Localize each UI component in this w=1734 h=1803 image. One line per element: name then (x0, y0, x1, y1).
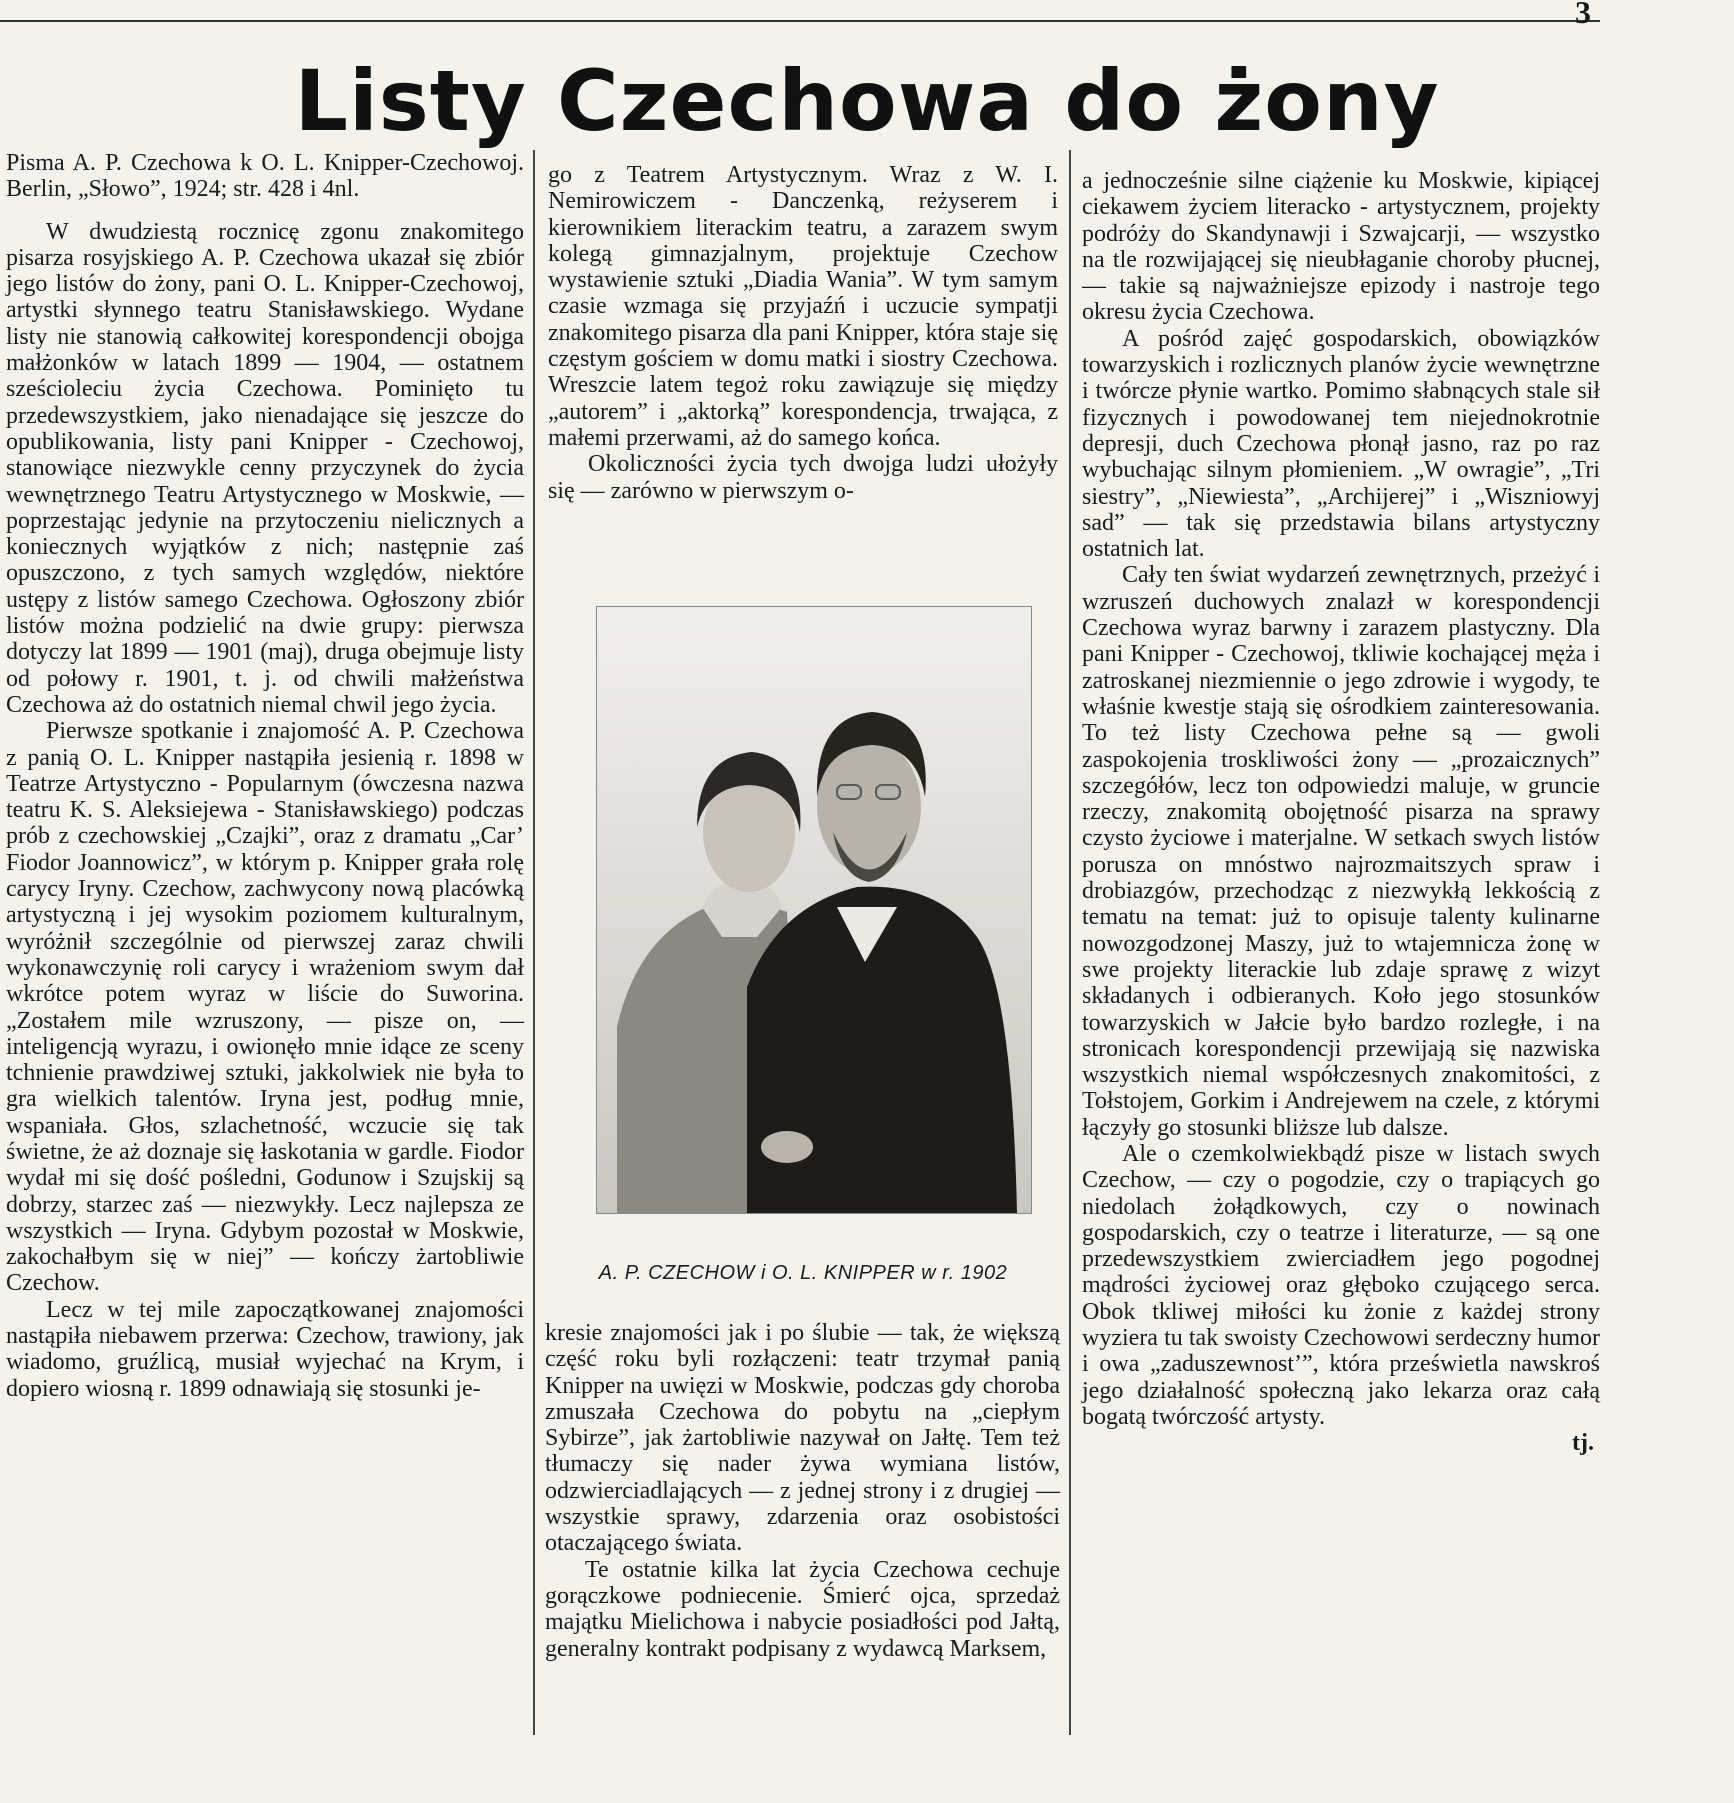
bibliographic-note: Pisma A. P. Czechowa k O. L. Knipper-Czechowoj. Berlin, „Słowo”, 1924; str. 428 i 4nl. (6, 150, 524, 203)
column-divider-2 (1069, 150, 1071, 1735)
paragraph: Cały ten świat wydarzeń zewnętrznych, przeżyć i wzruszeń duchowych znalazł w korespondencji Czechowa wyraz barwny i zarazem plastyczny. Dla pani Knipper - Czechowoj, tkliwie kochającej męża i zatroskanej niezmiennie o jego zdrowie i wygody, te właśnie kwestje stają się ośrodkiem zainteresowania. To też listy Czechowa pełne są — gwoli zaspokojenia troskliwości żony — „prozaicznych” szczegółów, lecz ton odpowiedzi maluje, w gruncie rzeczy, znakomitą obojętność pisarza na sprawy czysto życiowe i materjalne. W setkach swych listów porusza on mnóstwo najrozmaitszych spraw i drobiazgów, przechodząc z niezwykłą lekkością z tematu na temat: już to opisuje talenty kulinarne nowozgodzonej Maszy, już to wtajemnicza żonę w swe projekty literackie lub zdaje sprawę z wizyt składanych i odbieranych. Koło jego stosunków towarzyskich w Jałcie było bardzo rozległe, i na stronicach korespondencji przewijają się nazwiska wszystkich niemal współczesnych znakomitości, z Tołstojem, Gorkim i Andrejewem na czele, z którymi łączyły go stosunki bliższe lub dalsze. (1082, 562, 1600, 1141)
column-2-top (548, 162, 1058, 504)
column-2-bottom (545, 1320, 1060, 1662)
column-3 (1082, 168, 1600, 1457)
paragraph: go z Teatrem Artystycznym. Wraz z W. I. Nemirowiczem - Danczenką, reżyserem i kierownikiem literackim teatru, a zarazem swym kolegą gimnazjalnym, projektuje Czechow wystawienie sztuki „Diadia Wania”. W tym samym czasie wzmaga się przyjaźń i uczucie sympatji znakomitego pisarza dla pani Knipper, która staje się częstym gościem w domu matki i siostry Czechowa. Wreszcie latem tegoż roku zawiązuje się między „autorem” i „aktorką” korespondencja, trwająca, z małemi przerwami, aż do samego końca. (548, 162, 1058, 451)
article-title: Listy Czechowa do żony (294, 52, 1440, 150)
paragraph: A pośród zajęć gospodarskich, obowiązków towarzyskich i rozlicznych planów życie wewnętrzne i twórcze płynie wartko. Pomimo słabnących stale sił fizycznych i powodowanej tem niejednokrotnie depresji, duch Czechowa płonął jasno, raz po raz wybuchając silnym płomieniem. „W owragie”, „Tri siestry”, „Niewiesta”, „Archijerej” i „Wiszniowyj sad” — tak się przedstawia bilans artystyczny ostatnich lat. (1082, 325, 1600, 563)
paragraph: Te ostatnie kilka lat życia Czechowa cechuje gorączkowe podniecenie. Śmierć ojca, sprzedaż majątku Mielichowa i nabycie posiadłości pod Jałtą, generalny kontrakt podpisany z wydawcą Marksem, (545, 1556, 1060, 1662)
photo-caption: A. P. CZECHOW i O. L. KNIPPER w r. 1902 (598, 1262, 1008, 1284)
column-divider-1 (533, 150, 535, 1735)
author-signature: tj. (1572, 1430, 1594, 1457)
paragraph: Okoliczności życia tych dwojga ludzi ułożyły się — zarówno w pierwszym o- (548, 451, 1058, 504)
paragraph: Ale o czemkolwiekbądź pisze w listach swych Czechow, — czy o pogodzie, czy o trapiących go niedolach żołądkowych, czy o nowinach gospodarskich, czy o teatrze i literaturze, — są one przedewszystkiem zwierciadłem jego pogodnej mądrości życiowej oraz głęboko czującego serca. Obok tkliwej miłości ku żonie z każdej strony wyziera tu tak swoisty Czechowowi serdeczny humor i owa „zaduszewnost’”, która prześwietla nawskroś jego działalność społeczną jako lekarza oraz całą bogatą twórczość artysty. (1082, 1140, 1600, 1430)
top-rule (0, 20, 1600, 22)
paragraph: a jednocześnie silne ciążenie ku Moskwie, kipiącej ciekawem życiem literacko - artystycznem, projekty podróży do Skandynawji i Szwajcarji, — wszystko na tle rozwijającej się nieubłaganie choroby płucnej, — takie są najważniejsze epizody i nastroje tego okresu życia Czechowa. (1082, 168, 1600, 326)
portrait-illustration (597, 607, 1031, 1213)
paragraph: Pierwsze spotkanie i znajomość A. P. Czechowa z panią O. L. Knipper nastąpiła jesienią r. 1898 w Teatrze Artystyczno - Popularnym (ówczesna nazwa teatru K. S. Aleksiejewa - Stanisławskiego) podczas prób z czechowskiej „Czajki”, oraz z dramatu „Car’ Fiodor Joannowicz”, w którym p. Knipper grała rolę carycy Iryny. Czechow, zachwycony nową placówką artystyczną i jej wysokim poziomem kulturalnym, wyróżnił szczególnie od pierwszej zaraz chwili wykonawczynię roli carycy i wrażeniom swym dał wkrótce potem wyraz w liście do Suworina. „Zostałem mile wzruszony, — pisze on, — inteligencją wyrazu, i owionęło mnie idące ze sceny tchnienie prawdziwej sztuki, jakkolwiek nie była to gra wielkich talentów. Iryna jest, podług mnie, wspaniała. Głos, szlachetność, wczucie się tak świetne, że aż doznaje się łaskotania w gardle. Fiodor wydał mi się dość pośledni, Godunow i Szujskij są dobrzy, starzec zaś — niezwykły. Lecz najlepsza ze wszystkich — Iryna. Gdybym pozostał w Moskwie, zakochałbym się w niej” — kończy żartobliwie Czechow. (6, 718, 524, 1297)
paragraph: kresie znajomości jak i po ślubie — tak, że większą część roku byli rozłączeni: teatr trzymał panią Knipper na uwięzi w Moskwie, podczas gdy choroba zmuszała Czechowa do pobytu na „ciepłym Sybirze”, jak żartobliwie nazywał on Jałtę. Tem też tłumaczy się nader żywa wymiana listów, odzwierciadlających — z jednej strony i z drugiej — wszystkie sprawy, zdarzenia oraz osobistości otaczającego świata. (545, 1320, 1060, 1557)
column-1 (6, 150, 524, 1402)
portrait-photo (596, 606, 1032, 1214)
page-number: 3 (1575, 0, 1591, 30)
paragraph: Lecz w tej mile zapoczątkowanej znajomości nastąpiła niebawem przerwa: Czechow, trawiony, jak wiadomo, gruźlicą, musiał wyjechać na Krym, i dopiero wiosną r. 1899 odnawiają się stosunki je- (6, 1296, 524, 1402)
paragraph: W dwudziestą rocznicę zgonu znakomitego pisarza rosyjskiego A. P. Czechowa ukazał się zbiór jego listów do żony, pani O. L. Knipper-Czechowoj, artystki słynnego teatru Stanisławskiego. Wydane listy nie stanowią całkowitej korespondencji obojga małżonków w latach 1899 — 1904, — ostatnem sześcioleciu życia Czechowa. Pominięto tu przedewszystkiem, jako nienadające się jeszcze do opublikowania, listy pani Knipper - Czechowoj, stanowiące niezwykle cenny przyczynek do życia wewnętrznego Teatru Artystycznego w Moskwie, — poprzestając jedynie na przytoczeniu nielicznych a koniecznych wyjątków z nich; następnie zaś opuszczono, z tych samych względów, niektóre ustępy z listów samego Czechowa. Ogłoszony zbiór listów można podzielić na dwie grupy: pierwsza dotyczy lat 1899 — 1901 (maj), druga obejmuje listy od połowy r. 1901, t. j. od chwili małżeństwa Czechowa aż do ostatnich niemal chwil jego życia. (6, 218, 524, 718)
